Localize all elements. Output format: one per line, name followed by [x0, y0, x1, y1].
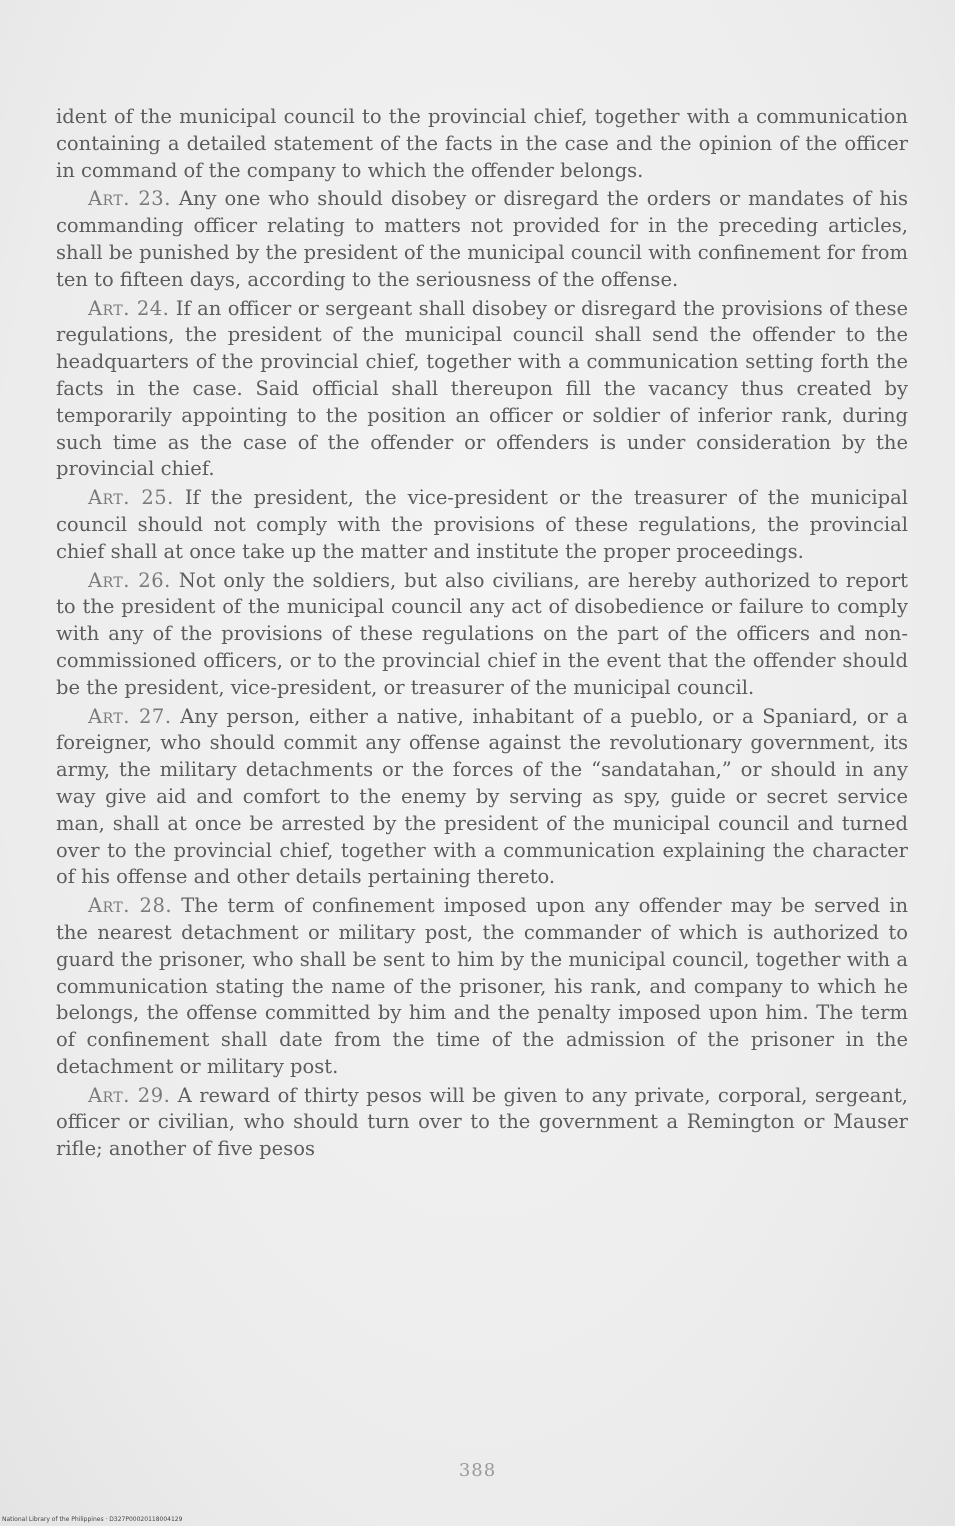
article-label: Art. 26. — [88, 568, 171, 592]
article-text: Any one who should disobey or disregard the orders or mandates of his commanding officer relating to matters not provided for in the preceding articles, shall be punished by the president of the municipal council with confinement for from ten to fifteen days, according to the seriousness of the offense. — [56, 187, 909, 291]
article-label: Art. 25. — [88, 486, 174, 510]
article-text: Not only the soldiers, but also civilians, are hereby authorized to report to the president of the municipal council any act of disobedience or failure to comply with any of the provisions of these regulations on the part of the officers and non-commissioned officers, or to the provincial chief in the event that the offender should be the president, vice-president, or treasurer of the municipal council. — [56, 568, 909, 699]
document-body — [56, 104, 908, 1165]
article-text: If an officer or sergeant shall disobey or disregard the provisions of these regulations, the president of the municipal council shall send the offender to the headquarters of the provincial chief, together with a communication setting forth the facts in the case. Said official shall thereupon fill the vacancy thus created by temporarily appointing to the position an officer or soldier of inferior rank, during such time as the case of the offender or offenders is under consideration by the provincial chief. — [56, 296, 909, 481]
article-label: Art. 23. — [88, 187, 171, 211]
article-25 — [56, 485, 908, 565]
continuation-paragraph: ident of the municipal council to the provincial chief, together with a communication containing a detailed statement of the facts in the case and the opinion of the officer in command of the company to which the offender belongs. — [56, 105, 908, 182]
article-text: A reward of thirty pesos will be given to any private, corporal, sergeant, officer or civilian, who should turn over to the government a Remington or Mauser rifle; another of five pesos — [56, 1083, 908, 1161]
archive-credit: National Library of the Philippines · D327P00020118004129 — [2, 1516, 183, 1523]
article-23 — [56, 186, 908, 293]
article-label: Art. 27. — [88, 704, 172, 728]
article-text: If the president, the vice-president or the treasurer of the municipal council should not comply with the provisions of these regulations, the provincial chief shall at once take up the matter and institute the proper proceedings. — [56, 486, 909, 563]
article-26 — [56, 568, 908, 702]
article-text: The term of confinement imposed upon any offender may be served in the nearest detachment or military post, the commander of which is authorized to guard the prisoner, who shall be sent to him by the municipal council, together with a communication stating the name of the prisoner, his rank, and company to which he belongs, the offense committed by him and the penalty imposed upon him. The term of confinement shall date from the time of the admission of the prisoner in the detachment or military post. — [56, 894, 909, 1078]
page-number: 388 — [458, 1460, 497, 1481]
article-27 — [56, 704, 908, 892]
article-label: Art. 29. — [88, 1083, 171, 1107]
article-24 — [56, 296, 908, 484]
article-label: Art. 28. — [88, 894, 173, 918]
article-28 — [56, 893, 908, 1081]
article-text: Any person, either a native, inhabitant of a pueblo, or a Spaniard, or a foreigner, who should commit any offense against the revolutionary government, its army, the military detachments or the forces of the “sandatahan,” or should in any way give aid and comfort to the enemy by serving as spy, guide or secret service man, shall at once be arrested by the president of the municipal council and turned over to the provincial chief, together with a communication explaining the character of his offense and other details pertaining thereto. — [56, 704, 909, 889]
article-29 — [56, 1083, 908, 1163]
article-label: Art. 24. — [88, 296, 170, 320]
